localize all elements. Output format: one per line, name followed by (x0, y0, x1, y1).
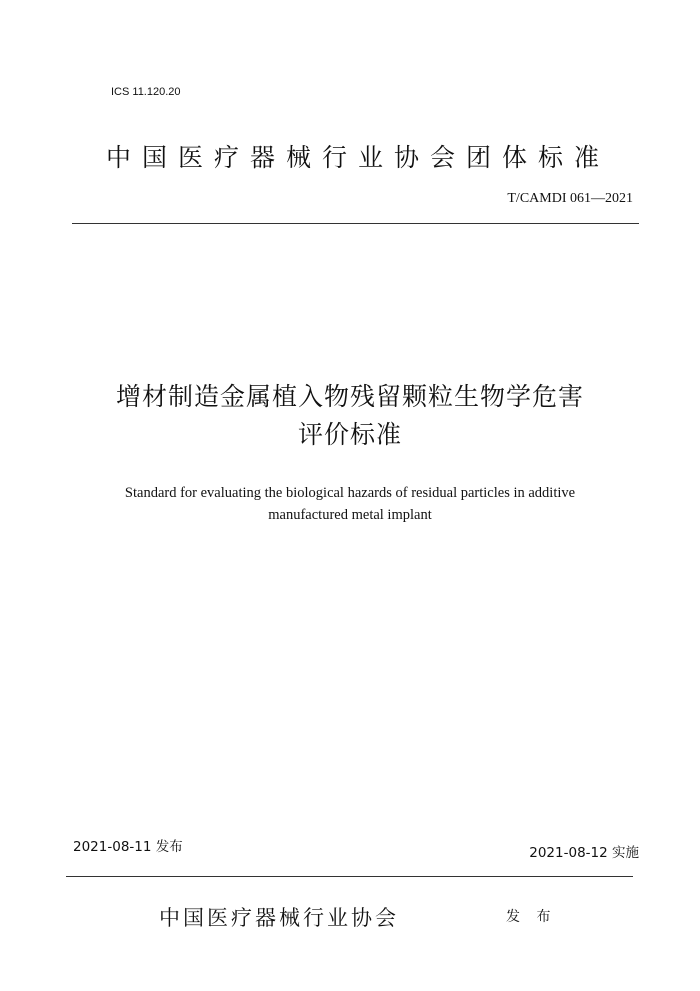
english-title-line-1: Standard for evaluating the biological hazards of residual particles in additive (124, 485, 576, 501)
english-title-line-2: manufactured metal implant (268, 507, 432, 523)
organization-header: 中国医疗器械行业协会团体标准 (106, 143, 611, 172)
chinese-title-line-2: 评价标准 (297, 420, 402, 449)
ics-code: ICS 11.120.20 (111, 86, 181, 98)
publisher-name: 中国医疗器械行业协会 (159, 906, 399, 930)
chinese-title-line-1: 增材制造金属植入物残留颗粒生物学危害 (115, 382, 584, 411)
issue-date: 2021-08-11 发布 (73, 839, 183, 855)
chinese-title (60, 378, 640, 454)
bottom-divider (66, 876, 633, 877)
english-title (60, 482, 640, 526)
top-divider (72, 223, 639, 224)
publish-label: 发 布 (506, 909, 557, 925)
effective-date: 2021-08-12 实施 (529, 845, 639, 861)
standard-number: T/CAMDI 061—2021 (507, 191, 633, 206)
